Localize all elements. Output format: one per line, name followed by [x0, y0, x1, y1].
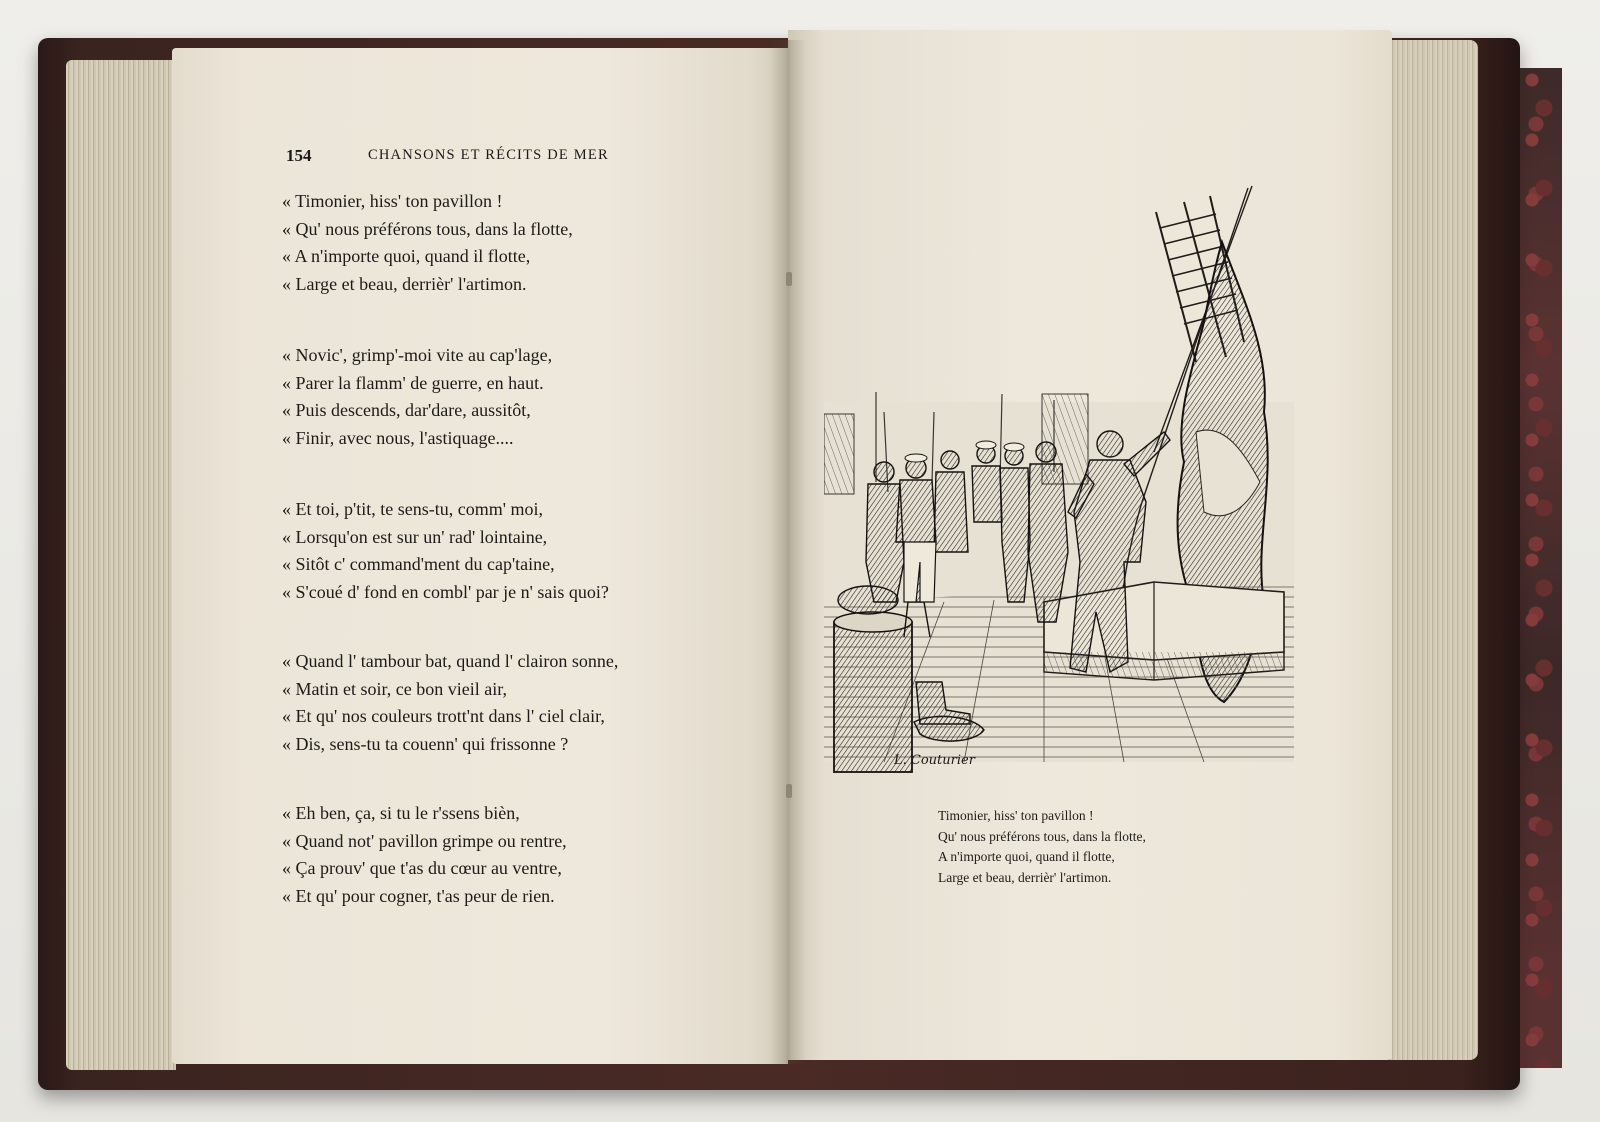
stanza: [282, 648, 752, 758]
stanza: [282, 800, 752, 910]
illustration-caption: [938, 806, 1238, 888]
verse-line: « S'coué d' fond en combl' par je n' sais quoi?: [282, 581, 609, 602]
verse-line: « Lorsqu'on est sur un' rad' lointaine,: [282, 526, 548, 547]
stanza: [282, 188, 752, 298]
sailors-hoisting-flag-drawing: [824, 182, 1304, 782]
verse-line: « Sitôt c' command'ment du cap'taine,: [282, 554, 555, 574]
verse-line: « Timonier, hiss' ton pavillon !: [282, 191, 503, 211]
binding-stitch: [786, 784, 792, 798]
verse-line: « Finir, avec nous, l'astiquage....: [282, 427, 514, 448]
stanza: [282, 496, 752, 606]
verse-line: « Dis, sens-tu ta couenn' qui frissonne ?: [282, 733, 569, 754]
right-page-stack: [1390, 40, 1478, 1060]
stanza: [282, 342, 752, 452]
caption-line: A n'importe quoi, quand il flotte,: [938, 849, 1115, 864]
verse-line: « Ça prouv' que t'as du cœur au ventre,: [282, 858, 562, 878]
left-page-stack: [66, 60, 176, 1070]
verse-line: « Et qu' pour cogner, t'as peur de rien.: [282, 885, 555, 906]
running-title: CHANSONS ET RÉCITS DE MER: [368, 147, 609, 163]
running-head: [286, 146, 706, 170]
verse-line: « Quand not' pavillon grimpe ou rentre,: [282, 830, 567, 851]
caption-line: Large et beau, derrièr' l'artimon.: [938, 869, 1112, 885]
verse-line: « Large et beau, derrièr' l'artimon.: [282, 273, 527, 294]
verse-line: « Quand l' tambour bat, quand l' clairon sonne,: [282, 651, 619, 671]
page-number: 154: [286, 146, 312, 165]
verse-line: « Parer la flamm' de guerre, en haut.: [282, 372, 544, 393]
verse-line: « Novic', grimp'-moi vite au cap'lage,: [282, 345, 553, 365]
verse-line: « Eh ben, ça, si tu le r'ssens bièn,: [282, 803, 520, 823]
engraving-illustration: [824, 182, 1304, 782]
verse-line: « A n'importe quoi, quand il flotte,: [282, 246, 531, 266]
book-gutter: [770, 40, 806, 1064]
verse-line: « Qu' nous préférons tous, dans la flotte,: [282, 218, 573, 239]
verse-line: « Et qu' nos couleurs trott'nt dans l' ciel clair,: [282, 706, 605, 726]
binding-stitch: [786, 272, 792, 286]
artist-signature: L. Couturier: [894, 753, 975, 768]
caption-line: Timonier, hiss' ton pavillon !: [938, 808, 1094, 823]
marbled-cover-edge: [1520, 68, 1562, 1068]
verse-line: « Matin et soir, ce bon vieil air,: [282, 678, 507, 699]
verse-line: « Et toi, p'tit, te sens-tu, comm' moi,: [282, 499, 543, 519]
verse-line: « Puis descends, dar'dare, aussitôt,: [282, 400, 531, 420]
caption-line: Qu' nous préférons tous, dans la flotte,: [938, 828, 1146, 844]
